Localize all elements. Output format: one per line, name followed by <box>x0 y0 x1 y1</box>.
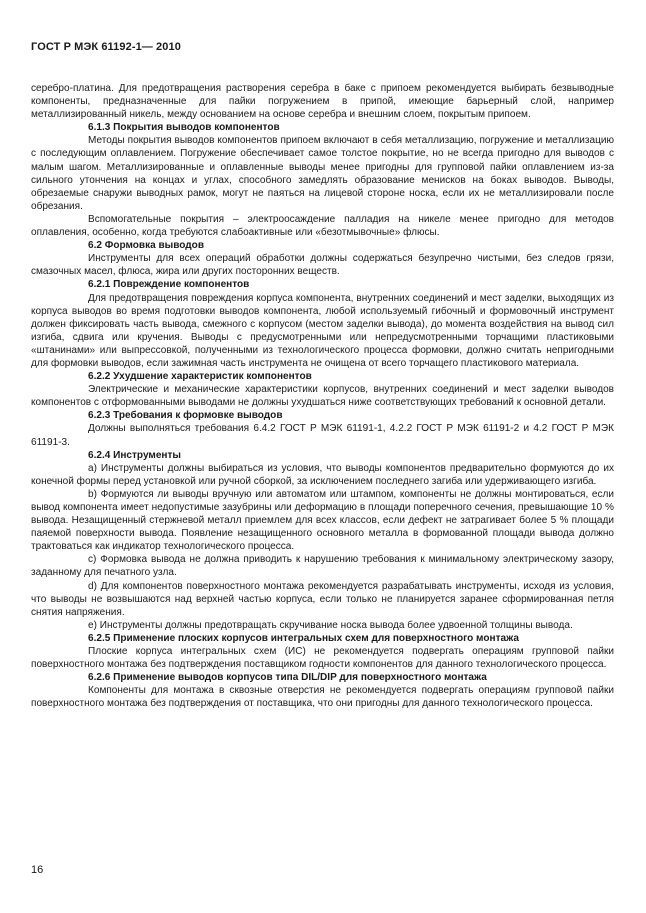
paragraph: Инструменты для всех операций обработки должны содержаться безупречно чистыми, без следов грязи, смазочных масел, флюса, жира или других посторонних веществ. <box>31 253 614 278</box>
list-item: a) Инструменты должны выбираться из условия, что выводы компонентов предварительно формуются до их конечной формы перед установкой или ручной сборкой, за исключением последнего загиба или удерживающего изгиба. <box>31 462 614 487</box>
paragraph: Для предотвращения повреждения корпуса компонента, внутренних соединений и мест заделки, выходящих из корпуса выводов во время подготовки выводов компонента, любой используемый гибочный и формовочный инструмент должен фиксировать часть вывода, смежного с корпусом (местом заделки вывода), до момента воздействия на вывод сил изгиба, сдвига или кручения. Выводы с предусмотренными или непредусмотренными торчащими пластиковыми «штанинами» или выпрессовкой, полученными из технологического процесса формовки, должно считать непригодными для формовки выводов, если зажимная часть инструмента не очищена от всего торчащего пластикового материала. <box>31 292 614 369</box>
section-heading: 6.2 Формовка выводов <box>88 240 204 252</box>
section-heading: 6.2.1 Повреждение компонентов <box>88 279 250 291</box>
paragraph: Плоские корпуса интегральных схем (ИС) не рекомендуется подвергать операциям групповой пайки поверхностного монтажа без подтверждения поставщиком годности компонентов для данного технологического процесса. <box>31 646 614 671</box>
list-item: e) Инструменты должны предотвращать скручивание носка вывода более удвоенной толщины вывода. <box>88 619 573 631</box>
paragraph: Вспомогательные покрытия – электроосаждение палладия на никеле менее пригодно для методов оплавления, особенно, когда требуются слабоактивные или «безотмывочные» флюсы. <box>31 213 614 239</box>
section-heading: 6.2.3 Требования к формовке выводов <box>88 410 283 422</box>
list-item: b) Формуются ли выводы вручную или автоматом или штампом, компоненты не должны монтироваться, если вывод компонента имеет недопустимые зазубрины или деформацию в площади поперечного сечения, превышающие 10 % вывода. Незащищенный стержневой металл приемлем для всех классов, если дефект не затрагивает более 5 % площади паяемой поверхности вывода. Появление незащищенного основного металла в формованной площади вывода должно трактоваться как индикатор технологического процесса. <box>31 488 614 553</box>
list-item: c) Формовка вывода не должна приводить к нарушению требования к минимальному электрическому зазору, заданному для печатного узла. <box>31 554 614 579</box>
document-body <box>31 82 614 711</box>
paragraph: Должны выполняться требования 6.4.2 ГОСТ Р МЭК 61191-1, 4.2.2 ГОСТ Р МЭК 61191-2 и 4.2 ГОСТ Р МЭК 61191-3. <box>31 423 614 448</box>
paragraph: серебро-платина. Для предотвращения растворения серебра в баке с припоем рекомендуется выбирать безвыводные компоненты, предназначенные для пайки погружением в припой, имеющие барьерный слой, например металлизированный никель, между основанием на основе серебра и внешним слоем, покрытым припоем. <box>31 83 614 121</box>
paragraph: Электрические и механические характеристики корпусов, внутренних соединений и мест заделки выводов компонентов с отформованными выводами не должны ухудшаться ниже соответствующих требований к основной детали. <box>31 384 614 409</box>
page-number: 16 <box>31 864 44 876</box>
section-heading: 6.2.5 Применение плоских корпусов интегральных схем для поверхностного монтажа <box>88 632 519 644</box>
paragraph: Компоненты для монтажа в сквозные отверстия не рекомендуется подвергать операциям групповой пайки поверхностного монтажа без подтверждения от поставщика, что они пригодны для данного технологического процесса. <box>31 685 614 710</box>
document-header: ГОСТ Р МЭК 61192-1— 2010 <box>31 41 181 53</box>
paragraph: Методы покрытия выводов компонентов припоем включают в себя металлизацию, погружение и металлизацию с последующим оплавлением. Погружение обеспечивает самое толстое покрытие, но не всегда пригодно для выводов с малым шагом. Металлизированные и оплавленные выводы менее пригодны для групповой пайки оплавлением из-за сильного утончения на концах и углах, способного замедлять образование менисков на боках выводов. Выводы, обрезаемые снаружи выводных рамок, могут не паяться на лицевой стороне носка, если их не металлизировали после обрезания. <box>31 135 614 212</box>
section-heading: 6.2.6 Применение выводов корпусов типа DIL/DIP для поверхностного монтажа <box>88 672 487 684</box>
section-heading: 6.1.3 Покрытия выводов компонентов <box>88 122 280 134</box>
section-heading: 6.2.4 Инструменты <box>88 449 181 461</box>
section-heading: 6.2.2 Ухудшение характеристик компонентов <box>88 371 312 383</box>
list-item: d) Для компонентов поверхностного монтажа рекомендуется разрабатывать инструменты, исходя из условия, что выводы не возвышаются над верхней частью корпуса, если только не планируется заранее сформированная петля снятия напряжения. <box>31 580 614 618</box>
